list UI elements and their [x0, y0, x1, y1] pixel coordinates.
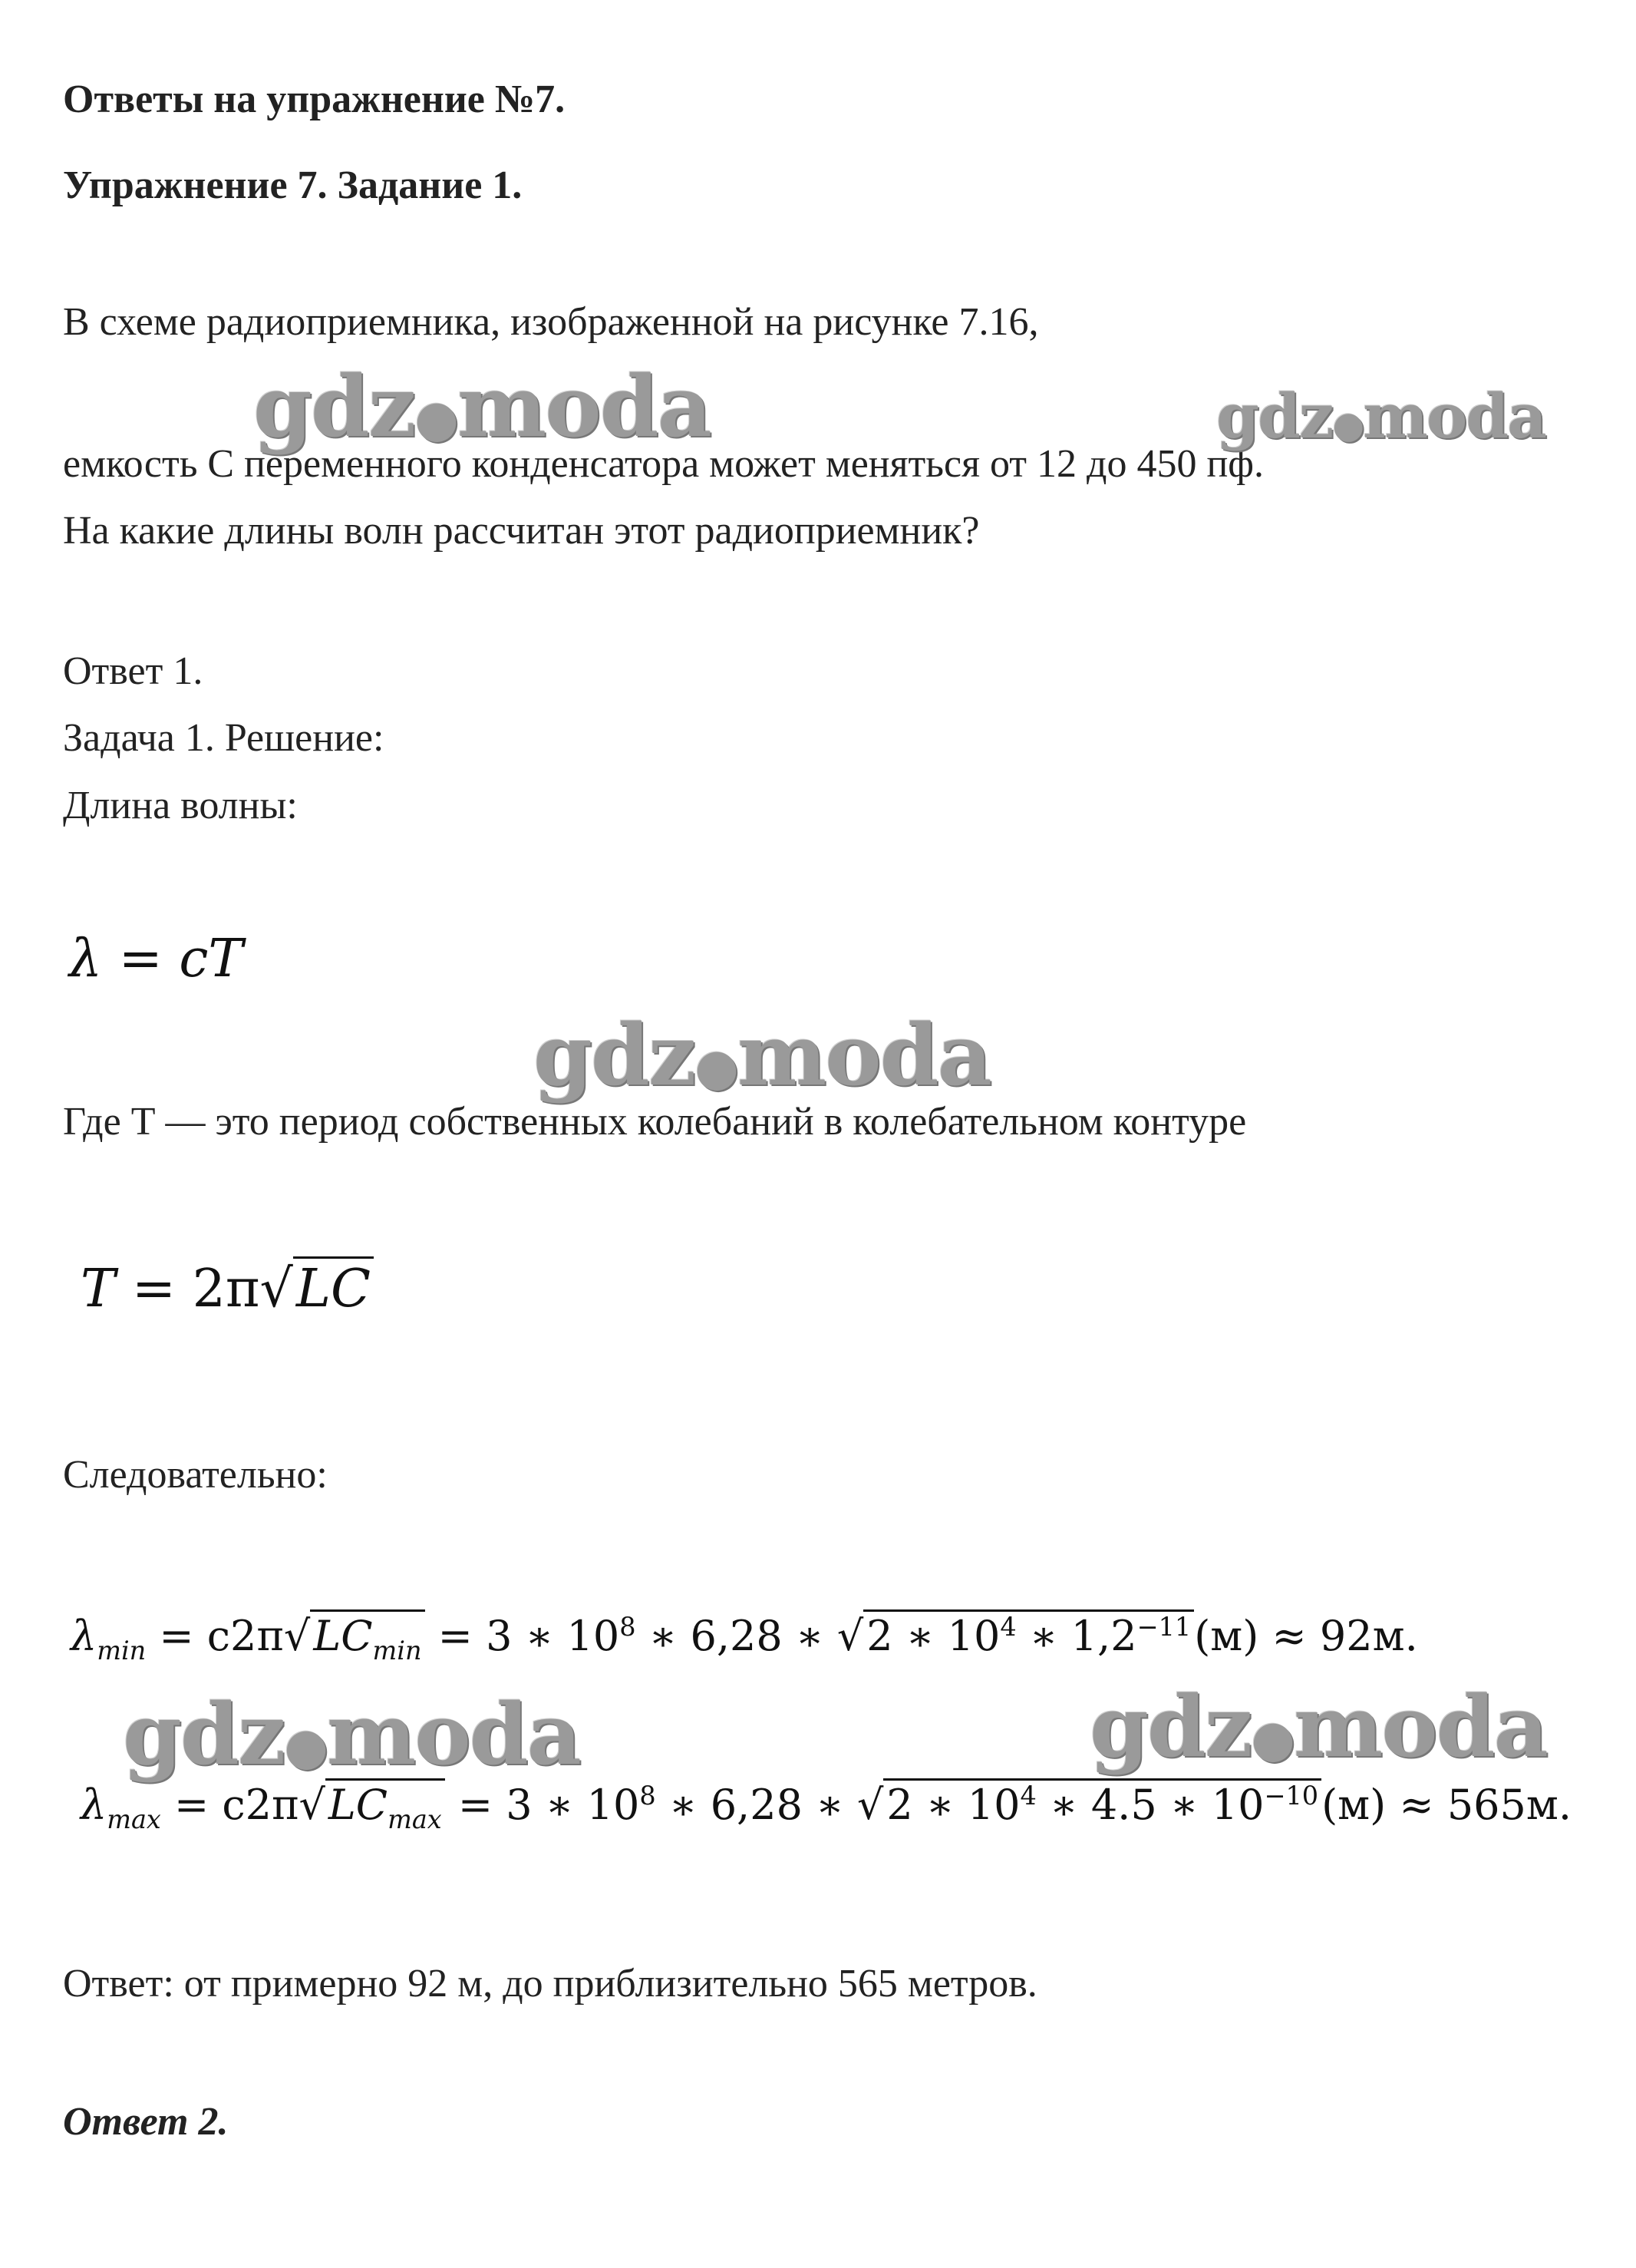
answer-1-label: Ответ 1. — [63, 649, 203, 693]
watermark-4: gdz●moda — [123, 1685, 580, 1784]
sqrt-lc-max: $√LC_{max}$ — [299, 1781, 444, 1834]
lambda-min-result: (м) ≈ 92м. — [1194, 1612, 1418, 1660]
sqrt-lc-min: $√LC_{min}$ — [284, 1612, 425, 1666]
formula-period — [81, 1259, 374, 1319]
heading-exercise-task: Упражнение 7. Задание 1. — [63, 163, 523, 207]
watermark-1: gdz●moda — [253, 357, 711, 456]
problem-line-1: В схеме радиоприемника, изображенной на рисунке 7.16, — [63, 300, 1039, 344]
lambda-min-part1: = c2π — [146, 1612, 284, 1660]
lc-max-sub: max — [388, 1804, 442, 1834]
equals-sign: = — [118, 929, 163, 989]
lambda-min-part3: ∗ 6,28 ∗ — [635, 1612, 837, 1660]
lambda-rhs: cT — [179, 929, 243, 989]
lambda-min-subscript: min — [97, 1635, 147, 1666]
lambda-max-part3: ∗ 6,28 ∗ — [655, 1781, 857, 1829]
rad-max-exp-b: −10 — [1264, 1781, 1319, 1811]
watermark-2: gdz●moda — [1216, 380, 1545, 452]
lc-min-sub: min — [372, 1635, 422, 1666]
period-symbol: T — [81, 1259, 116, 1319]
watermark-5: gdz●moda — [1090, 1677, 1547, 1776]
rad-min-exp-a: 4 — [1000, 1612, 1017, 1642]
lambda-max-subscript: max — [107, 1804, 161, 1834]
lambda-max-result: (м) ≈ 565м. — [1321, 1781, 1572, 1829]
lambda-max-symbol: λ — [81, 1781, 107, 1829]
sqrt-values-max: √2 ∗ $10^4$ ∗ 4.5 ∗ $10^{-10}$ — [857, 1781, 1321, 1829]
problem-line-2: емкость С переменного конденсатора может меняться от 12 до 450 пф. — [63, 442, 1265, 486]
rad-max-b: ∗ 4.5 ∗ 10 — [1036, 1781, 1265, 1829]
formula-lambda-min — [71, 1612, 1418, 1666]
lambda-min-symbol: λ — [71, 1612, 97, 1660]
sqrt-lc: √LC — [260, 1259, 374, 1319]
sqrt-values-min: √2 ∗ $10^4$ ∗ $1,2^{-11}$ — [837, 1612, 1194, 1660]
heading-answers: Ответы на упражнение №7. — [63, 78, 566, 121]
watermark-3: gdz●moda — [533, 1005, 991, 1104]
lambda-max-part1: = c2π — [160, 1781, 299, 1829]
period-description: Где Т — это период собственных колебаний в колебательном контуре — [63, 1100, 1247, 1144]
rad-min-exp-b: −11 — [1136, 1612, 1192, 1642]
task-label: Задача 1. Решение: — [63, 716, 384, 760]
final-answer: Ответ: от примерно 92 м, до приблизительно 565 метров. — [63, 1962, 1037, 2006]
rad-min-a: 2 ∗ 10 — [866, 1612, 1001, 1660]
formula-lambda-max — [81, 1781, 1572, 1834]
lambda-max-part2: = 3 ∗ 10 — [444, 1781, 640, 1829]
lambda-symbol: λ — [69, 929, 103, 989]
rad-max-a: 2 ∗ 10 — [886, 1781, 1021, 1829]
wavelength-label: Длина волны: — [63, 784, 298, 827]
rad-max-exp-a: 4 — [1020, 1781, 1037, 1811]
lc-text: LC — [328, 1781, 388, 1829]
lambda-min-exp1: 8 — [619, 1612, 636, 1642]
period-rhs: = 2π — [131, 1259, 260, 1319]
formula-lambda — [69, 929, 243, 989]
lambda-max-exp1: 8 — [639, 1781, 656, 1811]
rad-min-b: ∗ 1,2 — [1016, 1612, 1137, 1660]
lc-text: LC — [313, 1612, 373, 1660]
therefore-label: Следовательно: — [63, 1453, 328, 1497]
lambda-min-part2: = 3 ∗ 10 — [424, 1612, 620, 1660]
answer-2-label: Ответ 2. — [63, 2100, 229, 2144]
problem-line-3: На какие длины волн рассчитан этот радиоприемник? — [63, 509, 980, 553]
